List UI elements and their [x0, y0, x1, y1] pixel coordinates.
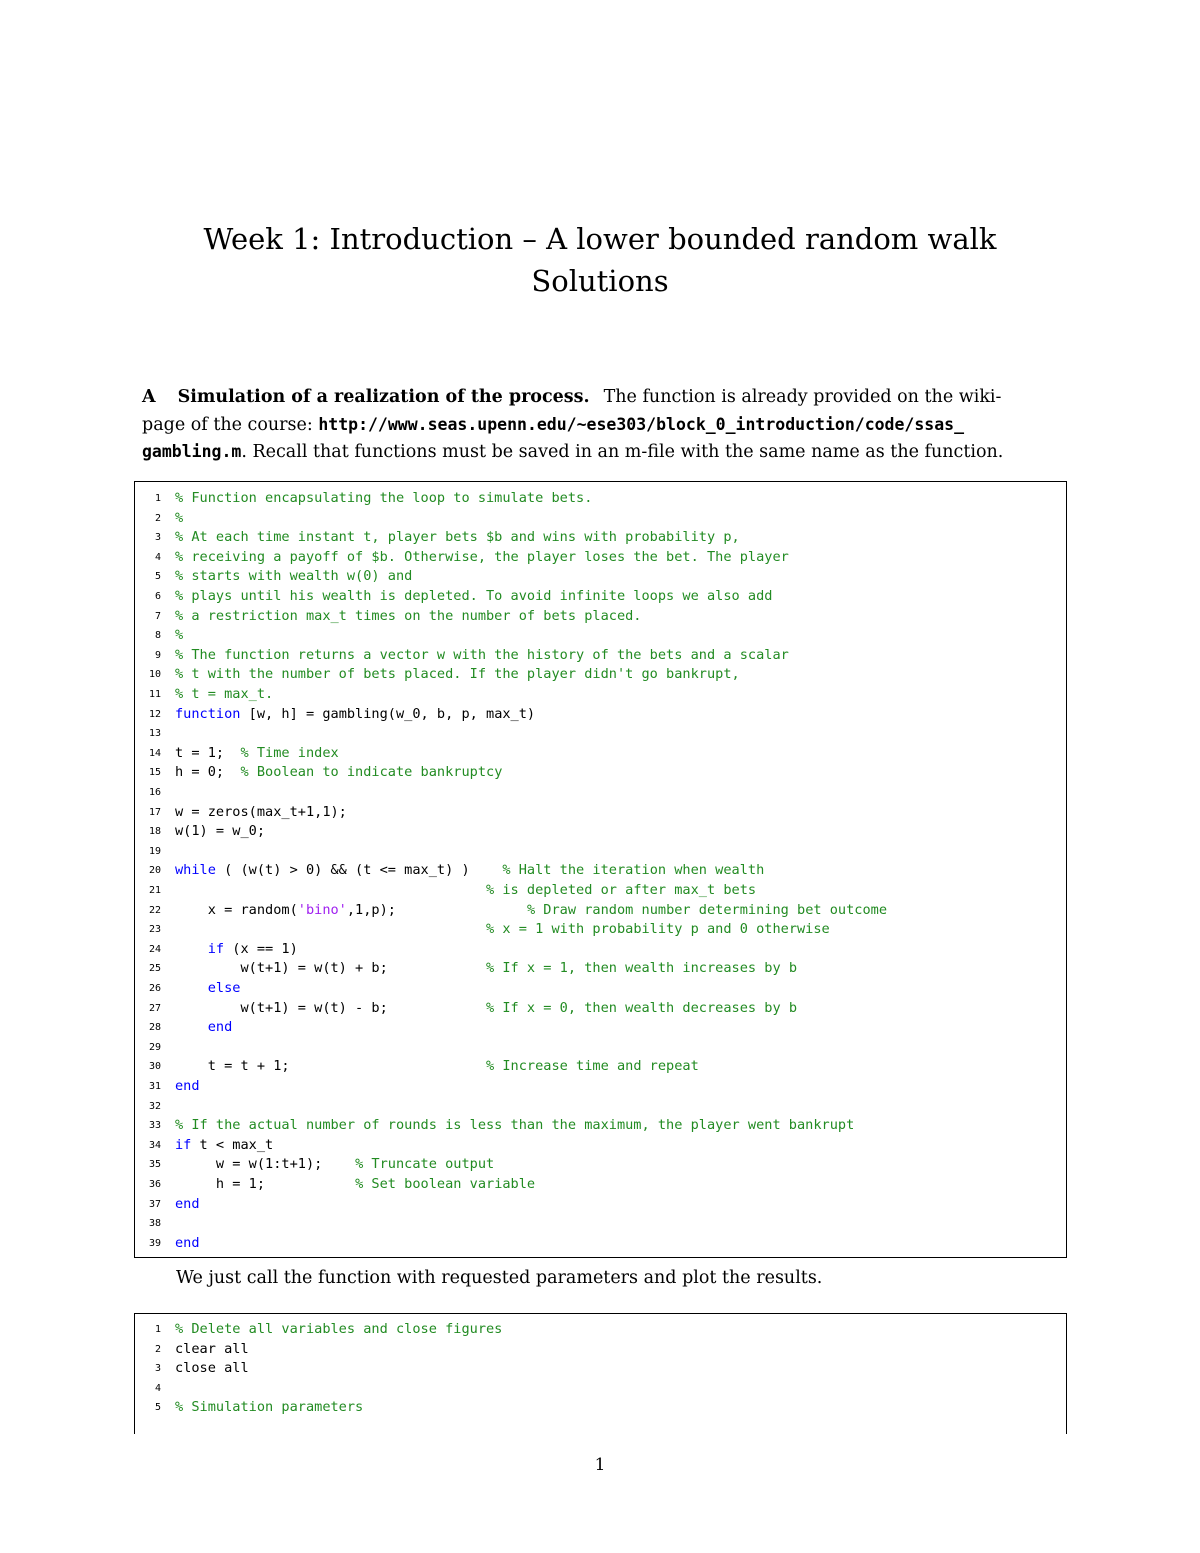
code-token: h = 1;	[175, 1176, 356, 1192]
line-number: 18	[148, 826, 161, 838]
code-line	[135, 1097, 1066, 1117]
code-line	[135, 587, 1066, 607]
course-url-link[interactable]: http://www.seas.upenn.edu/~ese303/block_0_introduction/code/ssas_	[318, 415, 965, 434]
document-subtitle: Solutions	[531, 264, 669, 298]
code-line	[135, 842, 1066, 862]
code-text	[175, 685, 273, 705]
code-line	[135, 1116, 1066, 1136]
code-text	[175, 528, 740, 548]
code-line	[135, 665, 1066, 685]
code-line	[135, 607, 1066, 627]
line-number: 36	[148, 1179, 161, 1190]
code-line	[135, 1379, 1066, 1399]
code-comment: %	[175, 627, 184, 644]
code-text	[175, 1175, 535, 1195]
line-number: 24	[148, 943, 161, 955]
line-number: 9	[154, 649, 161, 661]
line-number: 23	[148, 924, 161, 936]
code-comment: % Halt the iteration when wealth	[502, 862, 765, 879]
section-a-line-2	[142, 411, 964, 439]
line-number: 20	[148, 865, 161, 877]
section-a-line-1	[142, 384, 1001, 411]
body-text: We just call the function with requested parameters and plot the results.	[176, 1268, 823, 1288]
code-comment: % t with the number of bets placed. If the player didn't go bankrupt,	[175, 666, 740, 683]
line-number: 25	[148, 963, 161, 975]
code-token: w = w(1:t+1);	[175, 1156, 356, 1173]
code-text	[175, 646, 789, 666]
code-keyword: end	[175, 1234, 200, 1251]
code-text	[175, 744, 339, 764]
code-keyword: end	[175, 1078, 200, 1094]
code-listing-script	[134, 1313, 1067, 1434]
code-line	[135, 979, 1066, 999]
code-line	[135, 1214, 1066, 1234]
line-number: 8	[154, 630, 161, 642]
code-line	[135, 489, 1066, 509]
code-text	[175, 999, 797, 1019]
line-number: 14	[148, 747, 161, 759]
code-comment: % Boolean to indicate bankruptcy	[240, 764, 503, 781]
line-number: 12	[148, 708, 161, 720]
line-number: 22	[148, 904, 161, 916]
code-text	[175, 1018, 232, 1038]
code-comment: % Truncate output	[355, 1156, 495, 1173]
code-line	[135, 1359, 1066, 1379]
code-line	[135, 1077, 1066, 1097]
code-comment: % Set boolean variable	[355, 1176, 536, 1192]
line-number: 15	[148, 767, 161, 779]
code-line	[135, 803, 1066, 823]
code-token: w(1) = w_0;	[175, 823, 266, 840]
line-number: 30	[148, 1061, 161, 1073]
code-text	[175, 1359, 249, 1379]
code-text	[175, 1320, 502, 1340]
line-number: 13	[148, 728, 161, 740]
code-line	[135, 1340, 1066, 1360]
code-listing-gambling	[134, 481, 1067, 1258]
code-line	[135, 1234, 1066, 1254]
code-token: ( (w(t) > 0) && (t <= max_t) )	[215, 862, 503, 879]
code-token: h = 0;	[175, 764, 241, 781]
code-token: t = 1;	[175, 744, 241, 761]
code-line	[135, 1320, 1066, 1340]
line-number: 35	[148, 1159, 161, 1171]
code-line	[135, 1136, 1066, 1156]
line-number: 2	[154, 512, 161, 524]
line-number: 1	[154, 1324, 161, 1335]
code-text	[175, 489, 592, 509]
code-line	[135, 567, 1066, 587]
line-number: 33	[148, 1120, 161, 1132]
code-text	[175, 1057, 699, 1077]
code-line	[135, 528, 1066, 548]
code-token	[175, 980, 208, 996]
line-number: 34	[148, 1139, 161, 1151]
code-comment: % a restriction max_t times on the number of bets placed.	[175, 607, 642, 624]
line-number: 19	[148, 845, 161, 857]
code-text	[175, 959, 797, 979]
line-number: 31	[148, 1081, 161, 1092]
code-line	[135, 1175, 1066, 1195]
code-token: (x == 1)	[224, 940, 298, 957]
code-text	[175, 1398, 363, 1418]
code-text	[175, 1116, 854, 1136]
code-comment: % receiving a payoff of $b. Otherwise, the player loses the bet. The player	[175, 548, 789, 565]
code-text	[175, 509, 183, 529]
code-token: close all	[175, 1360, 249, 1377]
code-keyword: end	[207, 1019, 233, 1036]
code-text	[175, 548, 789, 568]
code-token	[175, 882, 486, 898]
code-token: w(t+1) = w(t) + b;	[175, 960, 486, 977]
line-number: 11	[148, 689, 161, 700]
code-comment: % At each time instant t, player bets $b and wins with probability p,	[175, 529, 740, 546]
code-keyword: end	[175, 1195, 200, 1212]
line-number: 7	[154, 610, 161, 622]
code-token: t < max_t	[191, 1136, 274, 1153]
code-text	[175, 940, 298, 960]
code-comment: % Simulation parameters	[175, 1399, 364, 1416]
line-number: 28	[148, 1022, 161, 1034]
code-keyword: while	[175, 862, 216, 879]
course-url-link-end[interactable]: gambling.m	[142, 442, 242, 461]
code-line	[135, 1155, 1066, 1175]
code-comment: % Time index	[240, 744, 339, 761]
code-line	[135, 1195, 1066, 1215]
code-text	[175, 822, 265, 842]
line-number: 1	[154, 493, 161, 504]
code-comment: % If x = 0, then wealth decreases by b	[486, 999, 797, 1016]
document-title: Week 1: Introduction – A lower bounded random walk	[203, 222, 997, 256]
code-line	[135, 685, 1066, 705]
code-comment: % If x = 1, then wealth increases by b	[486, 960, 797, 977]
line-number: 4	[154, 551, 161, 563]
code-comment: % Delete all variables and close figures	[175, 1321, 503, 1337]
code-line	[135, 1038, 1066, 1058]
code-line	[135, 861, 1066, 881]
line-number: 6	[154, 591, 161, 602]
line-number: 16	[148, 787, 161, 798]
code-text	[175, 1155, 494, 1175]
code-comment: % starts with wealth w(0) and	[175, 568, 413, 585]
code-line	[135, 763, 1066, 783]
code-keyword: if	[175, 1136, 192, 1153]
code-comment: % t = max_t.	[175, 686, 274, 702]
code-text	[175, 861, 764, 881]
code-line	[135, 646, 1066, 666]
code-token: w(t+1) = w(t) - b;	[175, 999, 486, 1016]
page-number: 1	[594, 1455, 606, 1475]
code-comment: % plays until his wealth is depleted. To avoid infinite loops we also add	[175, 588, 773, 604]
line-number: 29	[148, 1041, 161, 1053]
section-letter: A	[142, 387, 156, 407]
code-comment: % If the actual number of rounds is less than the maximum, the player went bankrupt	[175, 1117, 855, 1134]
line-number: 3	[154, 532, 161, 544]
code-line	[135, 705, 1066, 725]
line-number: 2	[154, 1343, 161, 1355]
code-text	[175, 626, 183, 646]
line-number: 17	[148, 806, 161, 818]
code-text	[175, 705, 535, 725]
code-comment: % x = 1 with probability p and 0 otherwise	[486, 921, 830, 938]
code-keyword: if	[207, 940, 225, 957]
code-line	[135, 940, 1066, 960]
code-line	[135, 920, 1066, 940]
code-text	[175, 1195, 200, 1215]
code-line	[135, 744, 1066, 764]
code-keyword: function	[175, 705, 241, 722]
code-text	[175, 567, 412, 587]
line-number: 21	[148, 885, 161, 896]
code-comment: % is depleted or after max_t bets	[486, 882, 757, 898]
section-text-3: . Recall that functions must be saved in an m-file with the same name as the function.	[241, 442, 1004, 462]
section-text-1: The function is already provided on the wiki-	[603, 387, 1002, 407]
code-keyword: else	[207, 980, 241, 996]
code-text	[175, 920, 830, 940]
code-comment: % Increase time and repeat	[486, 1058, 699, 1075]
code-text	[175, 1340, 249, 1360]
code-line	[135, 548, 1066, 568]
code-token: x = random(	[175, 901, 298, 918]
code-token: t = t + 1;	[175, 1058, 486, 1075]
code-token: clear all	[175, 1340, 249, 1357]
line-number: 38	[148, 1218, 161, 1230]
code-token	[175, 941, 208, 957]
code-token	[175, 921, 486, 937]
code-text	[175, 763, 502, 783]
code-line	[135, 999, 1066, 1019]
code-line	[135, 783, 1066, 803]
code-line	[135, 626, 1066, 646]
code-text	[175, 1136, 273, 1156]
code-text	[175, 665, 740, 685]
code-token: w = zeros(max_t+1,1);	[175, 803, 347, 820]
code-line	[135, 1398, 1066, 1418]
code-token: [w, h] = gambling(w_0, b, p, max_t)	[240, 705, 536, 722]
section-heading: Simulation of a realization of the process.	[177, 387, 590, 407]
code-text	[175, 587, 772, 607]
line-number: 10	[148, 669, 161, 681]
line-number: 32	[148, 1100, 161, 1112]
code-text	[175, 881, 756, 901]
code-text	[175, 901, 887, 921]
code-line	[135, 881, 1066, 901]
code-comment: %	[175, 509, 184, 526]
code-line	[135, 901, 1066, 921]
code-line	[135, 959, 1066, 979]
code-comment: % Draw random number determining bet outcome	[526, 901, 888, 918]
section-a-line-3	[142, 438, 1003, 466]
line-number: 5	[154, 1402, 161, 1414]
code-text	[175, 1234, 200, 1254]
code-token: ,1,p);	[346, 901, 527, 918]
code-string: 'bino'	[297, 901, 347, 918]
code-line	[135, 822, 1066, 842]
code-line	[135, 509, 1066, 529]
code-text	[175, 1077, 200, 1097]
code-text	[175, 979, 241, 999]
code-comment: % The function returns a vector w with the history of the bets and a scalar	[175, 646, 789, 663]
code-line	[135, 1057, 1066, 1077]
line-number: 5	[154, 571, 161, 583]
code-comment: % Function encapsulating the loop to simulate bets.	[175, 490, 593, 506]
section-text-2: page of the course:	[142, 415, 319, 435]
code-token	[175, 1019, 208, 1035]
line-number: 37	[148, 1198, 161, 1210]
code-line	[135, 1018, 1066, 1038]
code-text	[175, 803, 347, 823]
code-line	[135, 724, 1066, 744]
line-number: 39	[148, 1237, 161, 1249]
line-number: 3	[154, 1363, 161, 1375]
line-number: 4	[154, 1382, 161, 1394]
line-number: 26	[148, 983, 161, 994]
line-number: 27	[148, 1002, 161, 1014]
code-text	[175, 607, 642, 627]
